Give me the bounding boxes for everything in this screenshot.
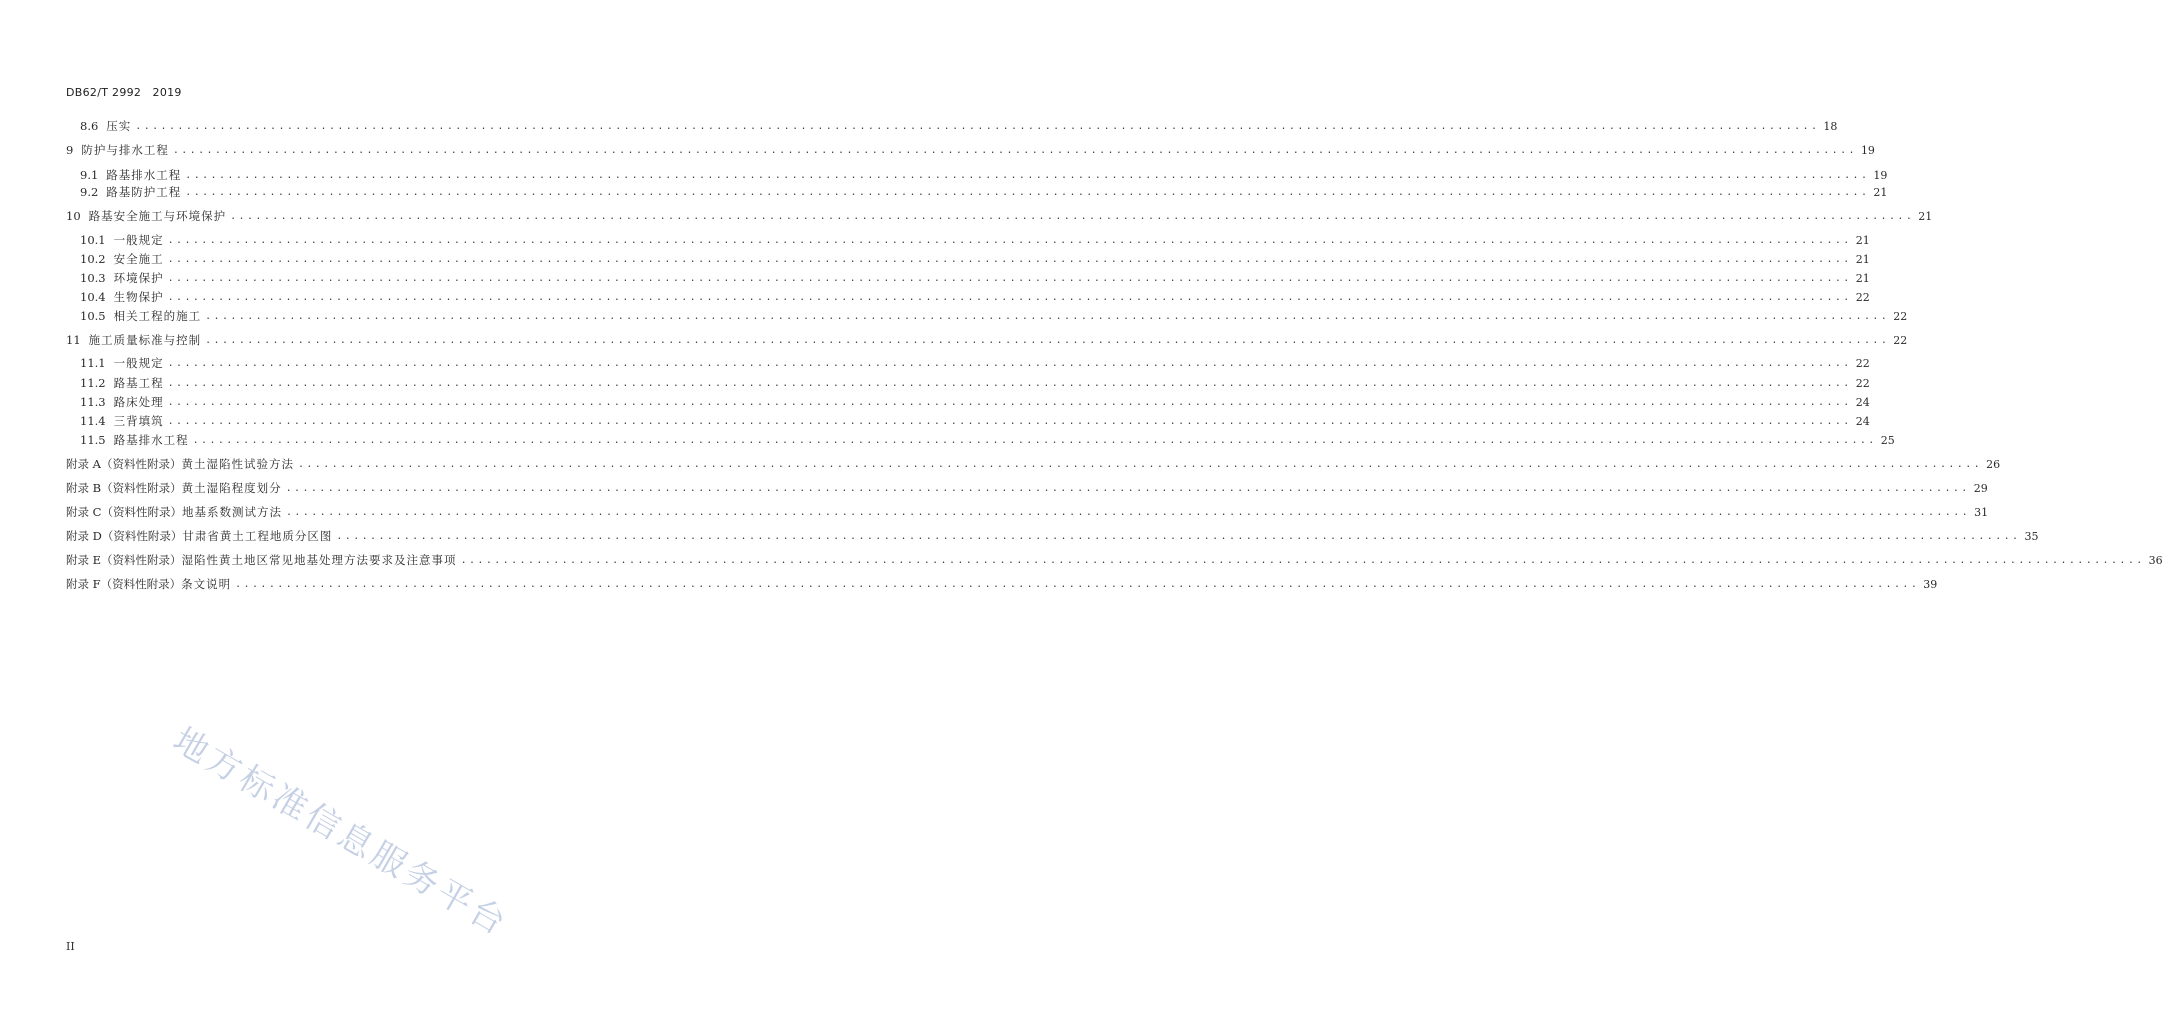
toc-entry-title: 压实: [106, 119, 132, 133]
toc-entry-page: 36: [2148, 553, 2163, 567]
toc-entry-title: 路基排水工程: [106, 168, 182, 182]
toc-entry-number: 附录 F（资料性附录）: [66, 577, 182, 591]
toc-entry[interactable]: [66, 575, 1938, 593]
toc-entry-number: 11.5: [80, 433, 106, 447]
toc-entry-title: 防护与排水工程: [81, 143, 169, 157]
toc-entry-page: 19: [1873, 168, 1888, 182]
toc-entry-title: 路床处理: [113, 395, 164, 409]
toc-entry[interactable]: [80, 231, 1870, 249]
toc-entry[interactable]: [80, 166, 1888, 184]
toc-entry-number: 9.2: [80, 185, 99, 199]
toc-leader-dots: ........................................................................................................................................................................................................: [205, 334, 1890, 346]
toc-entry-page: 35: [2024, 529, 2039, 543]
toc-entry-title: 黄土湿陷程度划分: [181, 481, 282, 495]
toc-entry-page: 22: [1893, 309, 1908, 323]
toc-entry-title: 路基防护工程: [106, 185, 182, 199]
toc-entry-number: 11.4: [80, 414, 106, 428]
toc-entry-title: 一般规定: [113, 233, 164, 247]
toc-entry-title: 相关工程的施工: [113, 309, 202, 323]
toc-entry[interactable]: [80, 412, 1870, 430]
toc-leader-dots: ........................................................................................................................................................................................................: [167, 357, 1852, 369]
toc-entry-number: 10.4: [80, 290, 106, 304]
toc-leader-dots: ........................................................................................................................................................................................................: [167, 291, 1852, 303]
toc-entry-title: 安全施工: [113, 252, 164, 266]
toc-entry[interactable]: [80, 354, 1870, 372]
toc-entry-title: 施工质量标准与控制: [88, 333, 202, 347]
toc-entry[interactable]: [66, 527, 2039, 545]
page-number: II: [66, 940, 75, 953]
toc-entry-number: 9: [66, 143, 74, 157]
toc-entry-number: 附录 A（资料性附录）: [66, 457, 182, 471]
toc-leader-dots: ........................................................................................................................................................................................................: [192, 434, 1877, 446]
toc-entry-page: 22: [1855, 376, 1870, 390]
toc-entry-number: 11.3: [80, 395, 106, 409]
toc-entry-number: 10.5: [80, 309, 106, 323]
toc-entry-page: 24: [1855, 414, 1870, 428]
toc-entry-page: 22: [1855, 290, 1870, 304]
toc-leader-dots: ........................................................................................................................................................................................................: [460, 554, 2145, 566]
toc-entry-page: 39: [1923, 577, 1938, 591]
toc-entry-title: 环境保护: [113, 271, 164, 285]
toc-entry[interactable]: [80, 269, 1870, 287]
toc-entry-page: 18: [1823, 119, 1838, 133]
toc-entry[interactable]: [66, 551, 2163, 569]
toc-entry[interactable]: [80, 250, 1870, 268]
toc-leader-dots: ........................................................................................................................................................................................................: [167, 234, 1852, 246]
toc-entry[interactable]: [80, 374, 1870, 392]
toc-leader-dots: ........................................................................................................................................................................................................: [297, 458, 1983, 470]
toc-entry[interactable]: [80, 431, 1895, 449]
toc-entry-title: 路基工程: [113, 376, 164, 390]
toc-entry[interactable]: [66, 141, 1875, 159]
toc-entry[interactable]: [80, 183, 1888, 201]
toc-entry-page: 19: [1860, 143, 1875, 157]
toc-entry-number: 10: [66, 209, 81, 223]
toc-leader-dots: ........................................................................................................................................................................................................: [167, 396, 1852, 408]
toc-entry-number: 10.2: [80, 252, 106, 266]
toc-entry[interactable]: [66, 503, 1989, 521]
toc-leader-dots: ........................................................................................................................................................................................................: [172, 144, 1857, 156]
toc-entry[interactable]: [66, 455, 2001, 473]
toc-leader-dots: ........................................................................................................................................................................................................: [185, 186, 1870, 198]
toc-entry-title: 生物保护: [113, 290, 164, 304]
standard-code-header: DB62/T 2992 2019: [66, 86, 182, 99]
toc-entry-number: 附录 B（资料性附录）: [66, 481, 182, 495]
toc-entry-number: 11.2: [80, 376, 106, 390]
toc-entry-page: 29: [1973, 481, 1988, 495]
toc-leader-dots: ........................................................................................................................................................................................................: [235, 578, 1920, 590]
toc-entry-title: 甘肃省黄土工程地质分区图: [182, 529, 333, 543]
toc-entry[interactable]: [80, 393, 1870, 411]
toc-entry-page: 21: [1873, 185, 1888, 199]
toc-entry-number: 10.1: [80, 233, 106, 247]
toc-entry-title: 地基系数测试方法: [181, 505, 282, 519]
toc-entry-title: 一般规定: [113, 356, 164, 370]
toc-entry-page: 24: [1855, 395, 1870, 409]
toc-entry[interactable]: [66, 331, 1908, 349]
toc-leader-dots: ........................................................................................................................................................................................................: [167, 377, 1852, 389]
toc-leader-dots: ........................................................................................................................................................................................................: [205, 310, 1890, 322]
toc-entry-page: 21: [1855, 252, 1870, 266]
toc-entry-number: 9.1: [80, 168, 99, 182]
toc-entry[interactable]: [80, 288, 1870, 306]
toc-leader-dots: ........................................................................................................................................................................................................: [167, 415, 1852, 427]
toc-leader-dots: ........................................................................................................................................................................................................: [185, 169, 1870, 181]
toc-entry-number: 8.6: [80, 119, 99, 133]
toc-leader-dots: ........................................................................................................................................................................................................: [135, 120, 1820, 132]
toc-entry-title: 路基安全施工与环境保护: [88, 209, 227, 223]
toc-leader-dots: ........................................................................................................................................................................................................: [167, 272, 1852, 284]
toc-entry[interactable]: [66, 479, 1988, 497]
toc-entry-number: 附录 E（资料性附录）: [66, 553, 182, 567]
toc-entry-page: 22: [1855, 356, 1870, 370]
toc-entry-number: 11: [66, 333, 81, 347]
toc-entry[interactable]: [80, 117, 1838, 135]
toc-leader-dots: ........................................................................................................................................................................................................: [285, 482, 1970, 494]
toc-entry-page: 31: [1974, 505, 1989, 519]
toc-entry-number: 10.3: [80, 271, 106, 285]
toc-entry-number: 11.1: [80, 356, 106, 370]
toc-entry[interactable]: [80, 307, 1908, 325]
toc-leader-dots: ........................................................................................................................................................................................................: [285, 506, 1971, 518]
toc-entry-number: 附录 C（资料性附录）: [66, 505, 182, 519]
watermark-text: 地方标准信息服务平台: [166, 720, 516, 945]
toc-entry-page: 26: [1986, 457, 2001, 471]
toc-entry-number: 附录 D（资料性附录）: [66, 529, 183, 543]
toc-entry-title: 黄土湿陷性试验方法: [181, 457, 294, 471]
toc-leader-dots: ........................................................................................................................................................................................................: [167, 253, 1852, 265]
toc-entry-page: 25: [1880, 433, 1895, 447]
toc-entry-page: 21: [1918, 209, 1933, 223]
toc-entry-page: 21: [1855, 233, 1870, 247]
toc-entry[interactable]: [66, 207, 1933, 225]
toc-entry-title: 湿陷性黄土地区常见地基处理方法要求及注意事项: [181, 553, 457, 567]
toc-entry-page: 22: [1893, 333, 1908, 347]
toc-entry-page: 21: [1855, 271, 1870, 285]
toc-entry-title: 路基排水工程: [113, 433, 189, 447]
toc-entry-title: 三背填筑: [113, 414, 164, 428]
toc-entry-title: 条文说明: [181, 577, 232, 591]
toc-leader-dots: ........................................................................................................................................................................................................: [336, 530, 2021, 542]
toc-leader-dots: ........................................................................................................................................................................................................: [230, 210, 1915, 222]
